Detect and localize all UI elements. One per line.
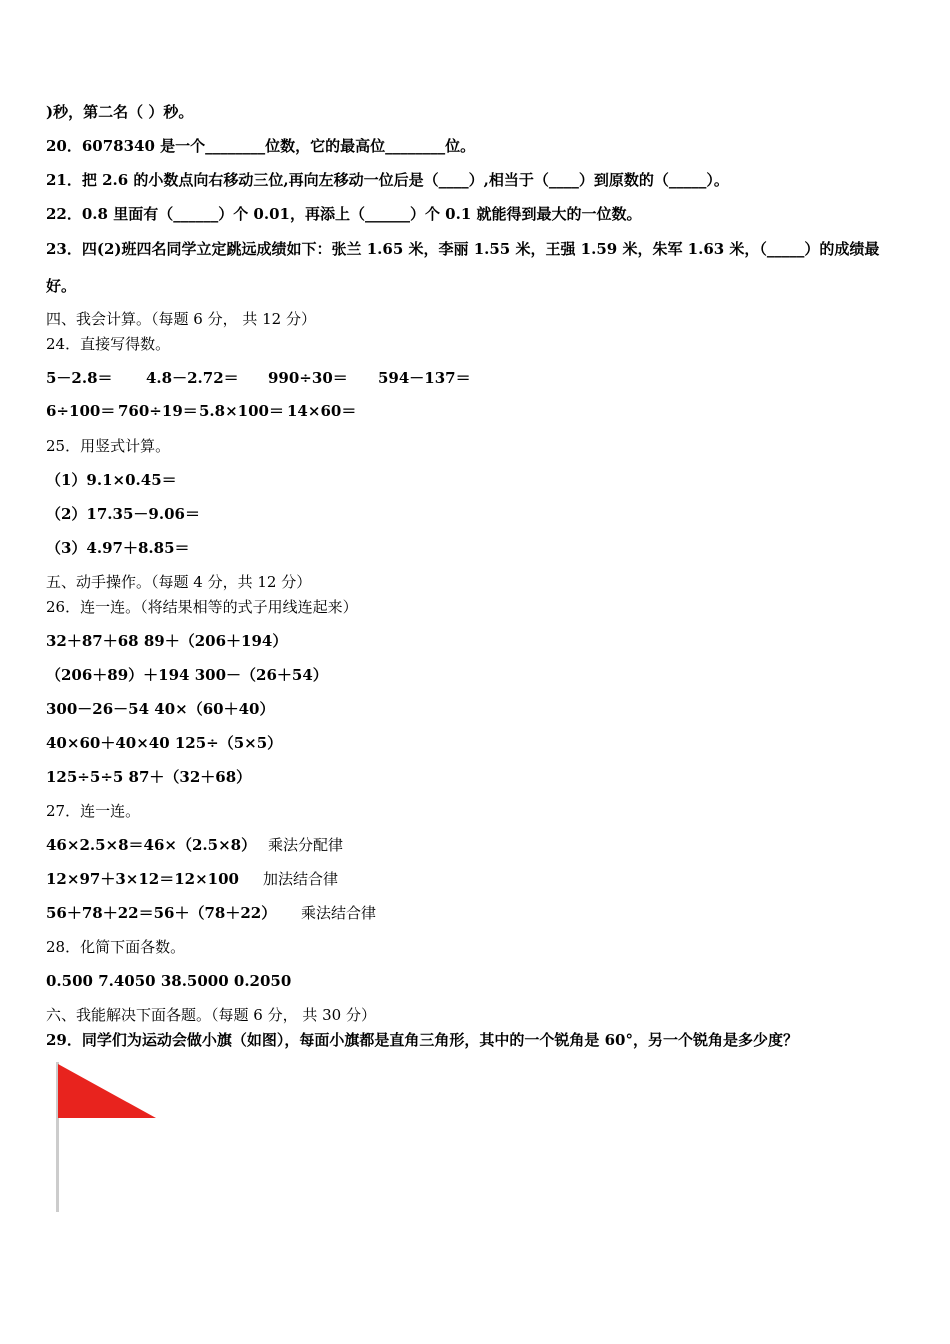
match-26-row-3: 300－26－54 40×（60＋40） [46,700,275,718]
match-27-law: 乘法结合律 [301,904,377,922]
question-22: 22．0.8 里面有（______）个 0.01，再添上（______）个 0.1 就能得到最大的一位数。 [46,205,642,223]
question-28-numbers: 0.500 7.4050 38.5000 0.2050 [46,972,292,990]
match-27-row-2 [46,869,338,889]
section-4-heading: 四、我会计算。（每题 6 分， 共 12 分） [46,310,316,328]
match-27-expression: 56＋78＋22＝56＋（78＋22） [46,904,277,922]
calc-item: 5－2.8＝ [46,369,113,387]
flag-triangle [58,1064,156,1118]
match-27-expression: 46×2.5×8＝46×（2.5×8） [46,836,257,854]
section-6-heading: 六、我能解决下面各题。（每题 6 分， 共 30 分） [46,1006,376,1024]
question-21: 21．把 2.6 的小数点向右移动三位,再向左移动一位后是（____）,相当于（____）到原数的（_____）。 [46,171,729,189]
question-25-2: （2）17.35－9.06＝ [46,505,200,523]
match-27-law: 加法结合律 [263,870,339,888]
question-27: 27．连一连。 [46,802,141,820]
match-27-row-1 [46,835,343,855]
calc-item: 6÷100＝ [46,402,116,420]
question-23: 23．四(2)班四名同学立定跳远成绩如下：张兰 1.65 米，李丽 1.55 米，王强 1.59 米，朱军 1.63 米，（_____）的成绩最 [46,240,880,258]
question-26: 26．连一连。（将结果相等的式子用线连起来） [46,598,358,616]
question-25: 25．用竖式计算。 [46,437,171,455]
question-23-tail: 好。 [46,277,77,295]
match-26-row-1: 32＋87＋68 89＋（206＋194） [46,632,288,650]
match-27-expression: 12×97＋3×12＝12×100 [46,870,239,888]
match-27-row-3 [46,903,376,923]
section-5-heading: 五、动手操作。（每题 4 分，共 12 分） [46,573,312,591]
calc-item: 594－137＝ [378,369,471,387]
calc-row-1 [46,368,471,388]
question-25-1: （1）9.1×0.45＝ [46,471,177,489]
calc-item: 990÷30＝ [268,369,348,387]
calc-row-2 [46,401,356,421]
match-26-row-2: （206＋89）＋194 300－（26＋54） [46,666,328,684]
calc-item: 760÷19＝ [118,402,198,420]
calc-item: 4.8－2.72＝ [146,369,239,387]
match-27-law: 乘法分配律 [268,836,344,854]
flag-figure [52,1062,162,1214]
question-24: 24．直接写得数。 [46,335,171,353]
match-26-row-4: 40×60＋40×40 125÷（5×5） [46,734,283,752]
match-26-row-5: 125÷5÷5 87＋（32＋68） [46,768,252,786]
question-20: 20．6078340 是一个________位数，它的最高位________位。 [46,137,476,155]
question-29: 29．同学们为运动会做小旗（如图），每面小旗都是直角三角形，其中的一个锐角是 60°，另一个锐角是多少度？ [46,1031,798,1049]
calc-item: 5.8×100＝ [199,402,284,420]
text-line-19-tail: )秒，第二名（ ）秒。 [46,103,194,121]
question-28: 28．化简下面各数。 [46,938,186,956]
calc-item: 14×60＝ [287,402,357,420]
question-25-3: （3）4.97＋8.85＝ [46,539,190,557]
